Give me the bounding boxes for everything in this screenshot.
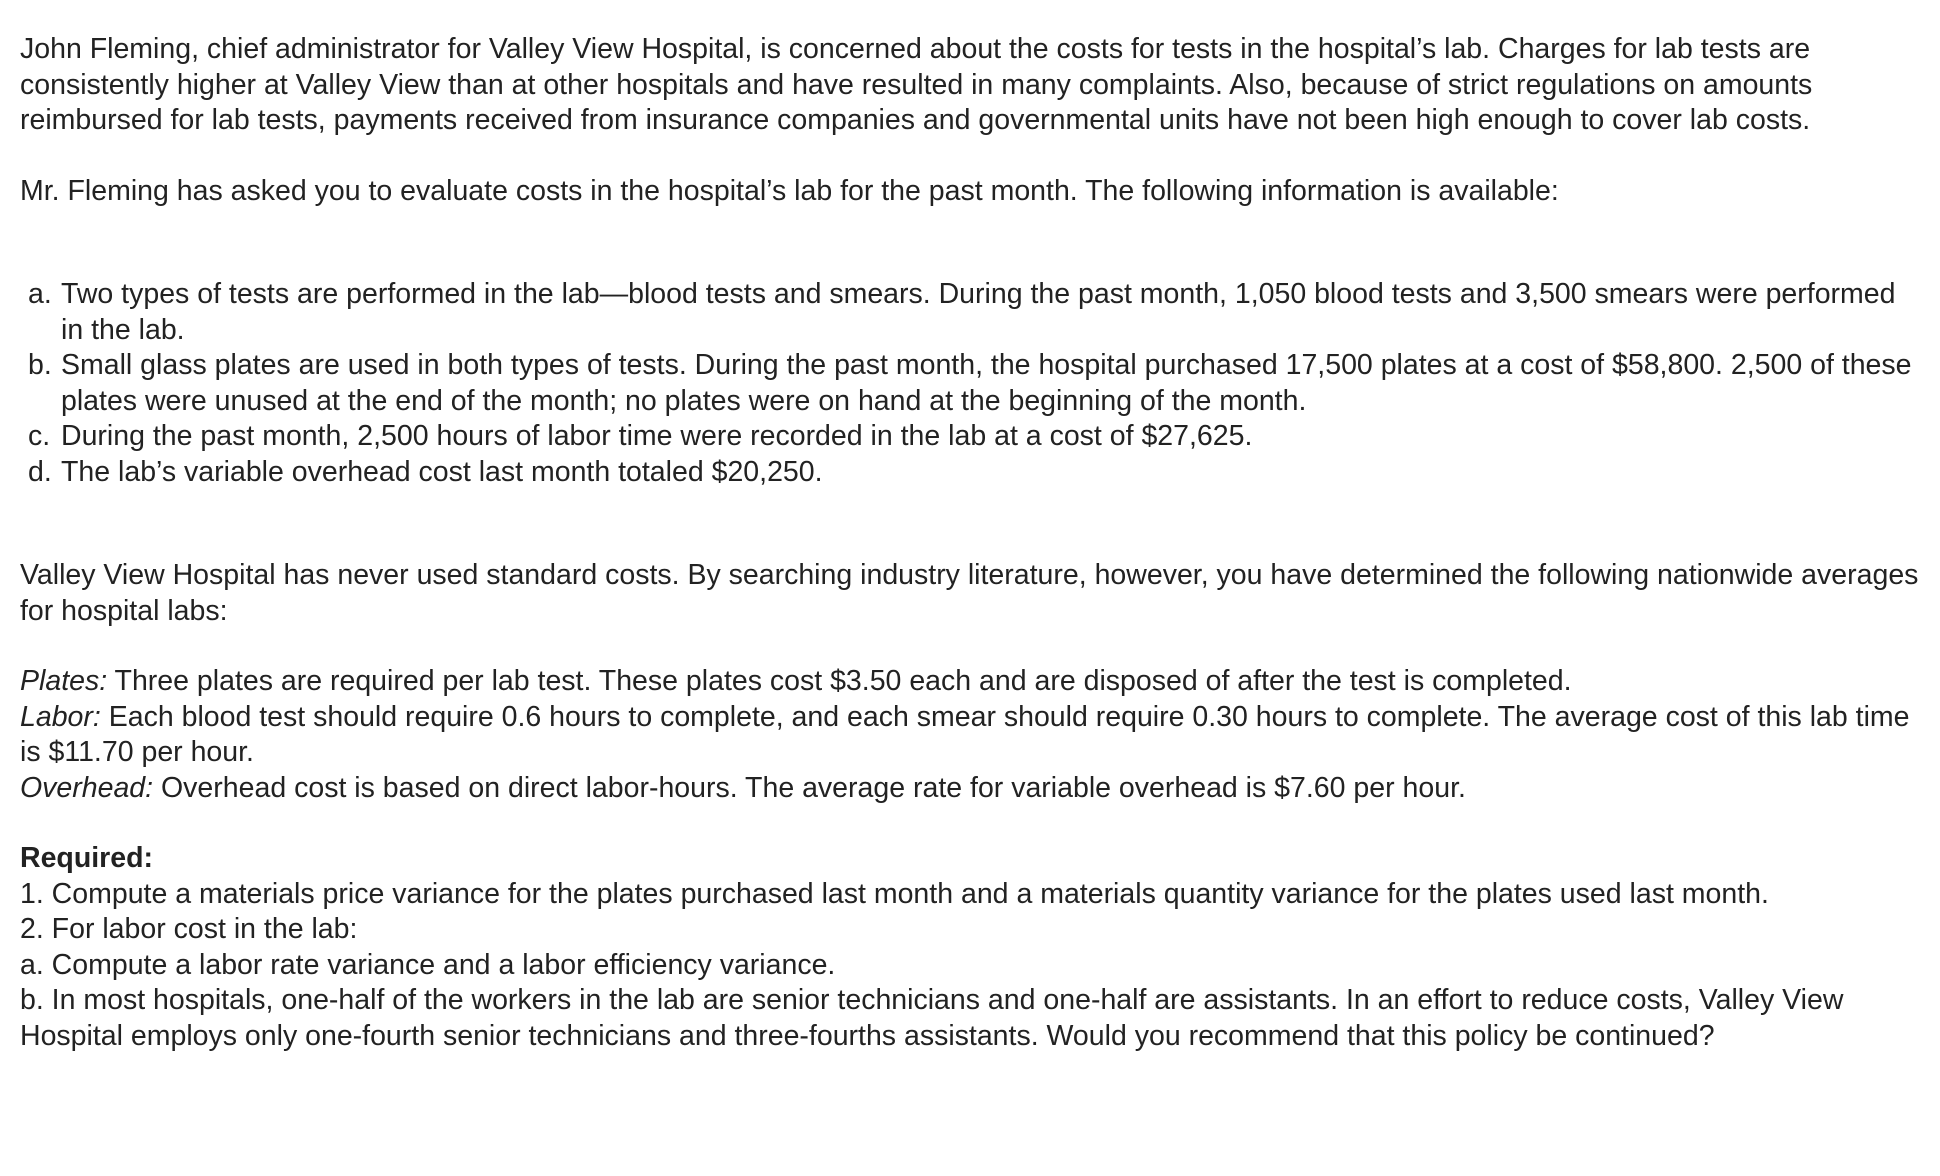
spacer (20, 490, 1920, 558)
overhead-label: Overhead: (20, 771, 154, 804)
labor-text: Each blood test should require 0.6 hours to complete, and each smear should require 0.30 hours to complete. The average cost of this lab time is $11.70 per hour. (20, 700, 1910, 768)
plates-text: Three plates are required per lab test. These plates cost $3.50 each and are disposed of after the test is completed. (107, 665, 1572, 697)
intro-paragraph: John Fleming, chief administrator for Valley View Hospital, is concerned about the costs for tests in the hospital’s lab. Charges for lab tests are consistently higher at Valley View than at other hospitals and have resulted in many complaints. Also, because of strict regulations on amounts reimbursed for lab tests, payments received from insurance companies and governmental units have not been high enough to cover lab costs. (20, 33, 1813, 136)
list-marker: a. (28, 278, 52, 310)
spacer (20, 806, 1920, 841)
plates-label: Plates: (20, 665, 108, 697)
list-item-text: Small glass plates are used in both types of tests. During the past month, the hospital purchased 17,500 plates at a cost of $58,800. 2,500 of these plates were unused at the end of the month; no plates were on hand at the beginning of the month. (61, 349, 1912, 417)
spacer (20, 629, 1920, 664)
information-list (20, 277, 1920, 490)
list-marker: d. (28, 455, 52, 488)
spacer (20, 139, 1920, 174)
evaluation-request-paragraph: Mr. Fleming has asked you to evaluate costs in the hospital’s lab for the past month. The following information is available: (20, 174, 1559, 207)
overhead-standard (20, 771, 1920, 807)
list-item (28, 455, 1920, 491)
requirement-1: 1. Compute a materials price variance for the plates purchased last month and a materials quantity variance for the plates used last month. (20, 877, 1769, 910)
standards-intro-paragraph: Valley View Hospital has never used standard costs. By searching industry literature, however, you have determined the following nationwide averages for hospital labs: (20, 559, 1919, 627)
requirement-2b: b. In most hospitals, one-half of the workers in the lab are senior technicians and one-half are assistants. In an effort to reduce costs, Valley View Hospital employs only one-fourth senior technicians and three-fourths assistants. Would you recommend that this policy be continued? (20, 984, 1844, 1052)
spacer (20, 209, 1920, 277)
list-marker: c. (28, 420, 51, 452)
list-item-text: The lab’s variable overhead cost last month totaled $20,250. (61, 455, 823, 488)
requirement-2a: a. Compute a labor rate variance and a labor efficiency variance. (20, 948, 836, 981)
labor-label: Labor: (20, 700, 101, 733)
plates-standard (20, 664, 1920, 700)
list-item (28, 277, 1920, 348)
list-item (28, 419, 1920, 455)
labor-standard (20, 700, 1920, 771)
list-marker: b. (28, 349, 52, 381)
requirement-2: 2. For labor cost in the lab: (20, 913, 358, 945)
list-item (28, 348, 1920, 419)
list-item-text: During the past month, 2,500 hours of labor time were recorded in the lab at a cost of $27,625. (61, 420, 1253, 452)
list-item-text: Two types of tests are performed in the lab—blood tests and smears. During the past month, 1,050 blood tests and 3,500 smears were performed in the lab. (61, 278, 1896, 346)
overhead-text: Overhead cost is based on direct labor-hours. The average rate for variable overhead is $7.60 per hour. (153, 771, 1466, 804)
required-heading: Required: (20, 842, 154, 874)
